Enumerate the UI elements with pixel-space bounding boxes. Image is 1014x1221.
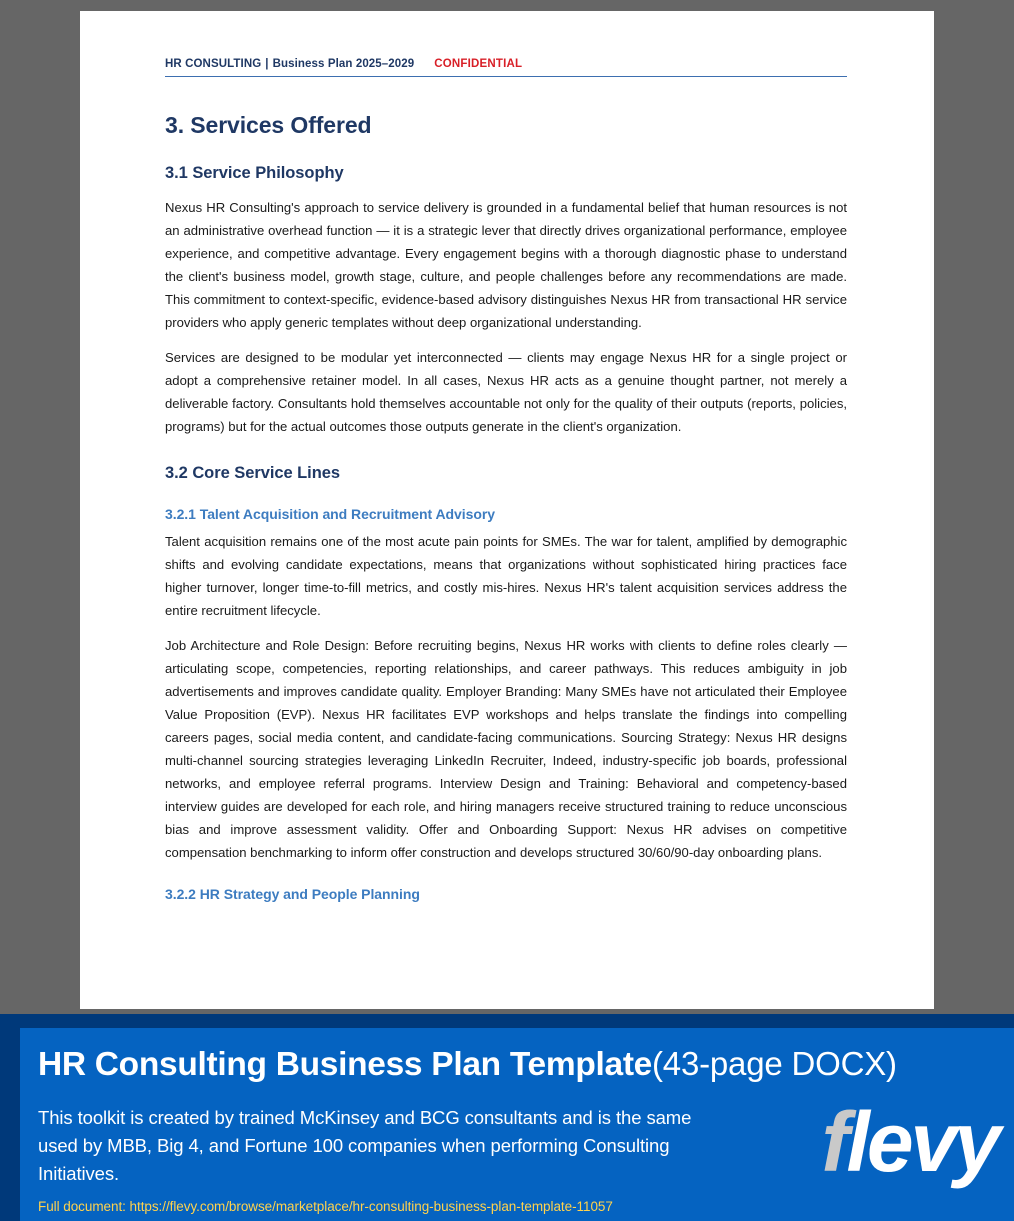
section-heading-service-philosophy: 3.1 Service Philosophy [165, 164, 344, 183]
paragraph: Nexus HR Consulting's approach to service delivery is grounded in a fundamental belief that human resources is not an administrative overhead function — it is a strategic lever that directly drives organizational performance, employee experience, and competitive advantage. Every engagement begins with a thorough diagnostic phase to understand the client's business model, growth stage, culture, and people challenges before any recommendations are made. This commitment to context-specific, evidence-based advisory distinguishes Nexus HR from transactional HR service providers who apply generic templates without deep organizational understanding. [165, 199, 847, 331]
paragraph: Job Architecture and Role Design: Before recruiting begins, Nexus HR works with clients to define roles clearly — articulating scope, competencies, reporting relationships, and career pathways. This reduces ambiguity in job advertisements and improves candidate quality. Employer Branding: Many SMEs have not articulated their Employee Value Proposition (EVP). Nexus HR facilitates EVP workshops and helps translate the findings into compelling careers pages, social media content, and candidate-facing communications. Sourcing Strategy: Nexus HR designs multi-channel sourcing strategies leveraging LinkedIn Recruiter, Indeed, industry-specific job boards, professional networks, and employee referral programs. Interview Design and Training: Behavioral and competency-based interview guides are developed for each role, and hiring managers receive structured training to reduce unconscious bias and improve assessment validity. Offer and Onboarding Support: Nexus HR advises on competitive compensation benchmarking to inform offer construction and develops structured 30/60/90-day onboarding plans. [165, 637, 847, 861]
paragraph: Services are designed to be modular yet interconnected — clients may engage Nexus HR for a single project or adopt a comprehensive retainer model. In all cases, Nexus HR acts as a genuine thought partner, not merely a deliverable factory. Consultants hold themselves accountable not only for the quality of their outputs (reports, policies, programs) but for the actual outcomes those outputs generate in the client's organization. [165, 350, 847, 435]
page-title: 3. Services Offered [165, 111, 372, 138]
header-org: HR CONSULTING [165, 58, 262, 70]
subsection-heading-hr-strategy: 3.2.2 HR Strategy and People Planning [165, 886, 420, 903]
subsection-heading-talent-acquisition: 3.2.1 Talent Acquisition and Recruitment Advisory [165, 505, 495, 522]
banner-title-format: (43-page DOCX) [652, 1045, 897, 1082]
flevy-promo-banner [0, 1014, 1014, 1221]
banner-title [38, 1046, 897, 1084]
document-page [80, 11, 934, 1009]
confidentiality-label: CONFIDENTIAL [434, 58, 523, 70]
full-document-link[interactable]: Full document: https://flevy.com/browse/marketplace/hr-consulting-business-plan-template-11057 [38, 1199, 613, 1214]
paragraph: Talent acquisition remains one of the most acute pain points for SMEs. The war for talent, amplified by demographic shifts and evolving candidate expectations, means that organizations without sophisticated hiring practices face higher turnover, longer time-to-fill metrics, and costly mis-hires. Nexus HR's talent acquisition services address the entire recruitment lifecycle. [165, 533, 847, 618]
header-title: Business Plan 2025–2029 [272, 58, 415, 70]
banner-title-main: HR Consulting Business Plan Template [38, 1046, 653, 1083]
flevy-logo-levy: levy [846, 1095, 998, 1189]
section-heading-core-service-lines: 3.2 Core Service Lines [165, 464, 340, 483]
document-content [165, 58, 847, 903]
banner-description: This toolkit is created by trained McKinsey and BCG consultants and is the same used by MBB, Big 4, and Fortune 100 companies when performing Consulting Initiatives. [38, 1107, 692, 1184]
banner-inner-panel [20, 1028, 1014, 1221]
header-separator: | [265, 58, 269, 70]
flevy-logo-f: f [821, 1095, 847, 1189]
document-running-header [165, 58, 847, 77]
flevy-logo[interactable] [821, 1095, 998, 1189]
